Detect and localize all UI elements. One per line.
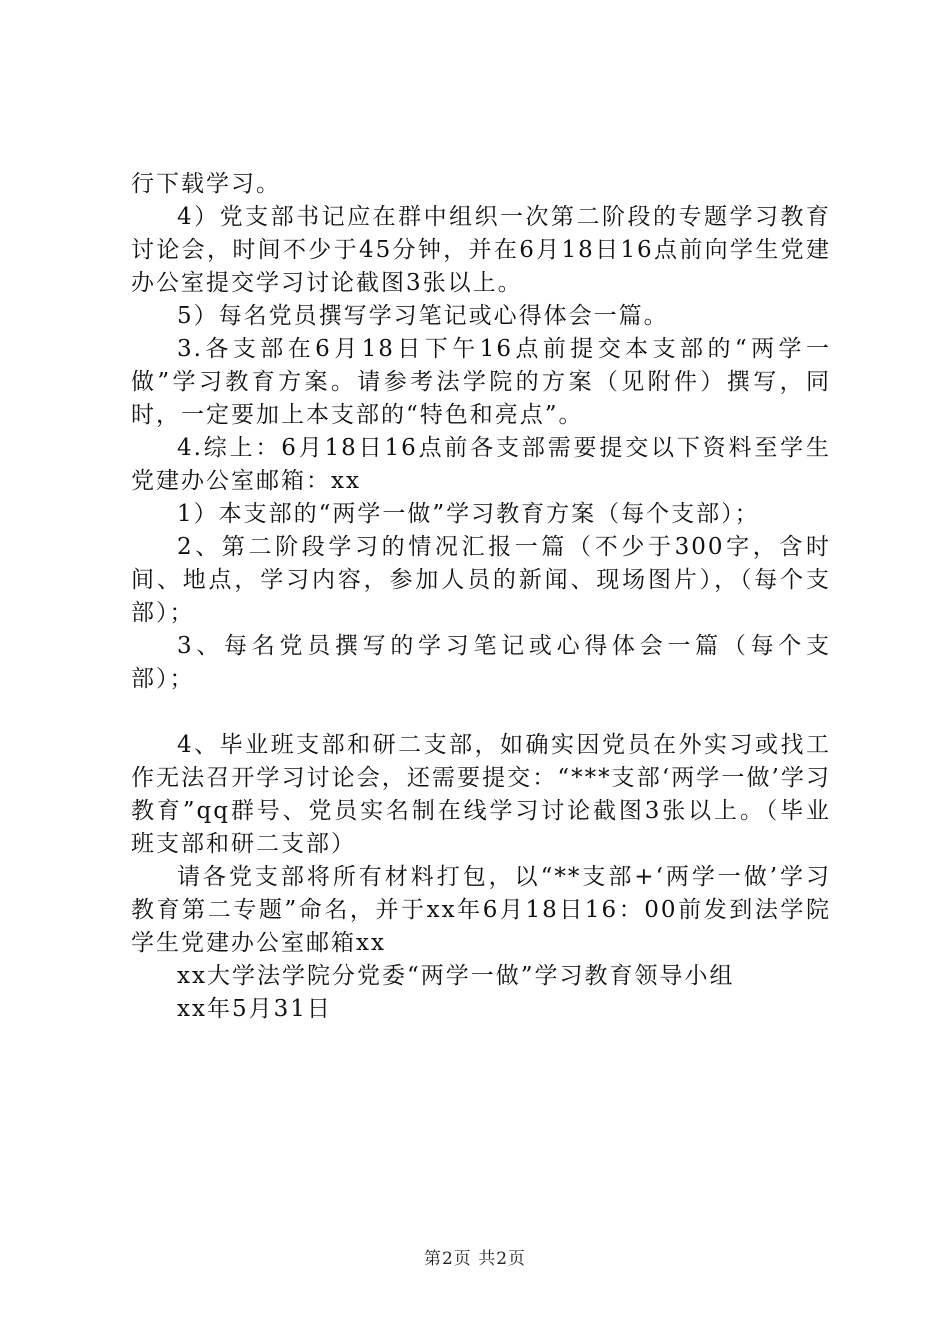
paragraph-list-1: 1）本支部的“两学一做”学习教育方案（每个支部）； — [177, 501, 760, 527]
paragraph-section-3: 3.各支部在6月18日下午16点前提交本支部的“两学一做”学习教育方案。请参考法学院的方案（见附件）撰写，同时，一定要加上本支部的“特色和亮点”。 — [131, 336, 831, 428]
paragraph-list-3: 3、每名党员撰写的学习笔记或心得体会一篇（每个支部）； — [131, 633, 831, 692]
paragraph-item-4-discussion: 4）党支部书记应在群中组织一次第二阶段的专题学习教育讨论会，时间不少于45分钟，并在6月18日16点前向学生党建办公室提交学习讨论截图3张以上。 — [131, 204, 831, 296]
paragraph-instruction: 请各党支部将所有材料打包，以“**支部+‘两学一做’学习教育第二专题”命名，并于xx年6月18日16：00前发到法学院学生党建办公室邮箱xx — [131, 864, 831, 956]
paragraph-section-4-summary: 4.综上：6月18日16点前各支部需要提交以下资料至学生党建办公室邮箱：xx — [131, 435, 831, 494]
paragraph-item-5-notes: 5）每名党员撰写学习笔记或心得体会一篇。 — [177, 303, 669, 329]
paragraph-continuation: 行下载学习。 — [131, 171, 281, 197]
document-body — [131, 168, 831, 1026]
page-number-footer: 第2页 共2页 — [423, 1249, 527, 1269]
signature-organization: xx大学法学院分党委“两学一做”学习教育领导小组 — [177, 963, 735, 989]
signature-date: xx年5月31日 — [177, 996, 332, 1022]
paragraph-list-4: 4、毕业班支部和研二支部，如确实因党员在外实习或找工作无法召开学习讨论会，还需要提交：“***支部‘两学一做’学习教育”qq群号、党员实名制在线学习讨论截图3张以上。（毕业班支部和研二支部） — [131, 732, 831, 857]
paragraph-list-2: 2、第二阶段学习的情况汇报一篇（不少于300字，含时间、地点，学习内容，参加人员的新闻、现场图片），（每个支部）； — [131, 534, 831, 626]
